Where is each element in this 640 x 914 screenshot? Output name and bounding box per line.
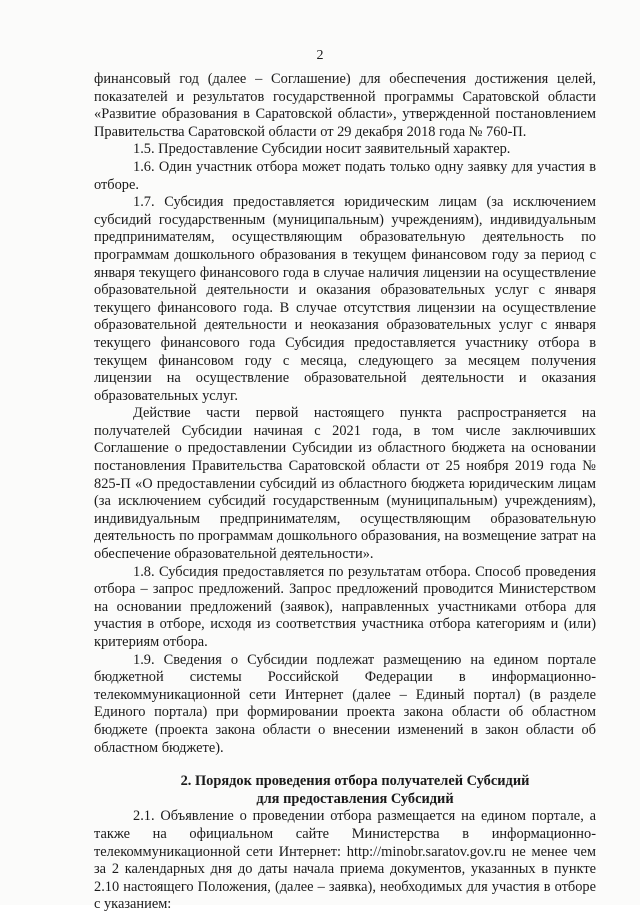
paragraph-1-4-continuation: финансовый год (далее – Соглашение) для обеспечения достижения целей, показателей и результатов государственной программы Саратовской области «Развитие образования в Саратовской области», утвержденной постановлением Правительства Саратовской области от 29 декабря 2018 года № 760-П.: [94, 71, 596, 140]
paragraph-2-1: 2.1. Объявление о проведении отбора размещается на едином портале, а также на официальном сайте Министерства в информационно-телекоммуникационной сети Интернет: http://minobr.saratov.gov.ru не менее чем за 2 календарных дня до даты начала приема документов, указанных в пункте 2.10 настоящего Положения, (далее – заявка), необходимых для участия в отборе с указанием:: [94, 808, 596, 913]
section-2-heading: [94, 773, 596, 808]
paragraph-1-7-part-2: Действие части первой настоящего пункта распространяется на получателей Субсидии начиная с 2021 года, в том числе заключивших Соглашение о предоставлении Субсидии из областного бюджета на основании постановления Правительства Саратовской области от 25 ноября 2019 года № 825-П «О предоставлении субсидий из областного бюджета юридическим лицам (за исключением субсидий государственным (муниципальным) учреждениям), индивидуальным предпринимателям, осуществляющим образовательную деятельность по программам дошкольного образования, на возмещение затрат на обеспечение образовательной деятельности».: [94, 405, 596, 563]
section-2-heading-line-2: для предоставления Субсидий: [256, 790, 454, 807]
paragraph-1-8: 1.8. Субсидия предоставляется по результатам отбора. Способ проведения отбора – запрос предложений. Запрос предложений проводится Министерством на основании предложений (заявок), направленных участниками отбора для участия в отборе, исходя из соответствия участника отбора категориям и (или) критериям отбора.: [94, 563, 596, 650]
paragraph-1-5: 1.5. Предоставление Субсидии носит заявительный характер.: [133, 141, 511, 158]
paragraph-1-6: 1.6. Один участник отбора может подать только одну заявку для участия в отборе.: [94, 158, 596, 193]
page-number: 2: [316, 48, 324, 63]
paragraph-1-7: 1.7. Субсидия предоставляется юридическим лицам (за исключением субсидий государственным (муниципальным) учреждениям), индивидуальным предпринимателям, осуществляющим образовательную деятельность по программам дошкольного образования в текущем финансовом году за период с января текущего финансового года в случае наличия лицензии на осуществление образовательной деятельности и оказания образовательных услуг с января текущего финансового года. В случае отсутствия лицензии на осуществление образовательной деятельности и неоказания образовательных услуг с января текущего финансового года Субсидия предоставляется участнику отбора в текущем финансовом году с месяца, следующего за месяцем получения лицензии на осуществление образовательной деятельности и оказания образовательных услуг.: [94, 194, 596, 404]
paragraph-1-9: 1.9. Сведения о Субсидии подлежат размещению на едином портале бюджетной системы Российской Федерации в информационно-телекоммуникационной сети Интернет (далее – Единый портал) (в разделе Единого портала) при формировании проекта закона области об областном бюджете (проекта закона области о внесении изменений в закон области об областном бюджете).: [94, 651, 596, 756]
section-2-heading-line-1: 2. Порядок проведения отбора получателей Субсидий: [180, 773, 530, 790]
document-body: [94, 71, 596, 914]
